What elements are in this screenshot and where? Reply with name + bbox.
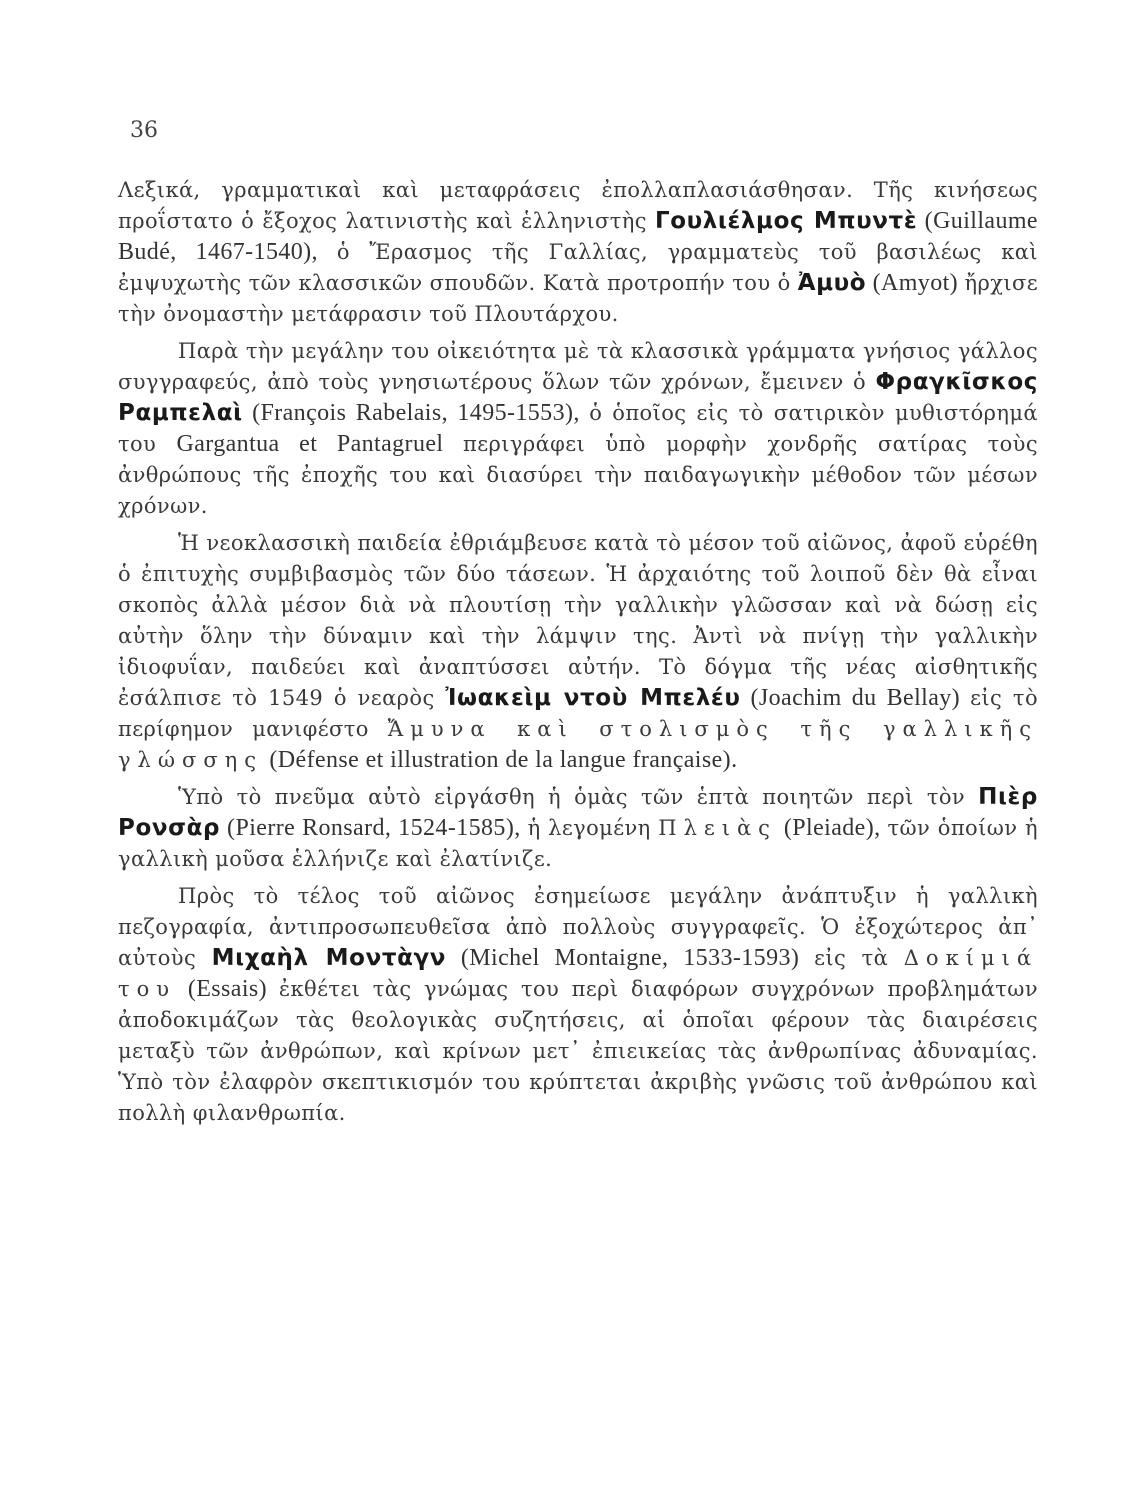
paragraph-text: εἰς τὸ περίφημον μανιφέστο — [118, 686, 1038, 741]
paragraph-text: Ἡ νεοκλασσικὴ παιδεία ἐθριάμβευσε κατὰ τὸ μέσον τοῦ αἰῶνος, ἀφοῦ εὑρέθη ὁ ἐπιτυχὴς συμβιβασμὸς τῶν δύο τάσεων. Ἡ ἀρχαιότης τοῦ λοιποῦ δὲν θὰ εἶναι σκοπὸς ἀλλὰ μέσον διὰ νὰ πλουτίσῃ τὴν γαλλικὴν γλῶσσαν καὶ νὰ δώσῃ εἰς αὐτὴν ὅλην τὴν δύναμιν καὶ τὴν λάμψιν της. Ἀντὶ νὰ πνίγῃ τὴν γαλλικὴν ἰδιοφυΐαν, παιδεύει καὶ ἀναπτύσσει αὐτήν. Τὸ δόγμα τῆς νέας αἰσθητικῆς ἐσάλπισε τὸ 1549 ὁ νεαρὸς — [118, 531, 1038, 710]
paragraph — [118, 175, 1038, 330]
latin-text: (Pierre Ronsard, 1524-1585), — [220, 815, 528, 841]
paragraph-text: Πρὸς τὸ τέλος τοῦ αἰῶνος ἐσημείωσε μεγάλην ἀνάπτυξιν ἡ γαλλικὴ πεζογραφία, ἀντιπροσωπευθεῖσα ἀπὸ πολλοὺς συγγραφεῖς. Ὁ ἐξοχώτερος ἀπ᾿ αὐτοὺς — [118, 884, 1038, 970]
paragraph-text: ἤρχισε τὴν ὀνομαστὴν μετάφρασιν τοῦ Πλουτάρχου. — [118, 271, 1038, 326]
paragraph — [118, 336, 1038, 522]
paragraph-text: Ὑπὸ τὸ πνεῦμα αὐτὸ εἰργάσθη ἡ ὁμὰς τῶν ἑπτὰ ποιητῶν περὶ τὸν — [178, 785, 979, 809]
paragraph-text: τῶν ὁποίων ἡ γαλλικὴ μοῦσα ἑλλήνιζε καὶ ἐλατίνιζε. — [118, 816, 1038, 871]
author-name: Ἰωακεὶμ ντοὺ Μπελέυ — [445, 685, 741, 711]
latin-text: (Joachim du Bellay) — [740, 685, 971, 711]
spaced-title: Δοκίμιά του — [118, 946, 1038, 1001]
paragraph-text: ἡ λεγομένη — [527, 816, 659, 840]
body-text — [118, 175, 1038, 1129]
latin-text: (Michel Montaigne, 1533-1593) — [446, 945, 815, 971]
paragraph-text: Παρὰ τὴν μεγάλην του οἰκειότητα μὲ τὰ κλασσικὰ γράμματα γνήσιος γάλλος συγγραφεύς, ἀπὸ τοὺς γνησιωτέρους ὅλων τῶν χρόνων, ἔμεινεν ὁ — [118, 339, 1038, 394]
paragraph-text: εἰς τὰ — [814, 946, 904, 970]
paragraph-text: ἐκθέτει τὰς γνώμας του περὶ διαφόρων συγχρόνων προβλημάτων ἀποδοκιμάζων τὰς θεολογικὰς συζητήσεις, αἱ ὁποῖαι φέρουν τὰς διαιρέσεις μεταξὺ τῶν ἀνθρώπων, καὶ κρίνων μετ᾿ ἐπιεικείας τὰς ἀνθρωπίνας ἀδυναμίας. Ὑπὸ τὸν ἐλαφρὸν σκεπτικισμόν του κρύπτεται ἀκριβὴς γνῶσις τοῦ ἀνθρώπου καὶ πολλὴ φιλανθρωπία. — [118, 977, 1038, 1125]
author-name: Ἀμυὸ — [797, 270, 867, 296]
author-name: Φραγκῖσκος Ραμπελαὶ — [118, 369, 1038, 426]
spaced-title: Ἄμυνα καὶ στολισμὸς τῆς γαλλικῆς γλώσσης — [118, 717, 1038, 772]
latin-text: (Guillaume Budé, 1467-1540), — [118, 208, 1038, 265]
author-name: Μιχαὴλ Μοντὰγν — [211, 945, 447, 971]
latin-text: (Pleiade), — [776, 815, 888, 841]
author-name: Γουλιέλμος Μπυντὲ — [654, 208, 918, 234]
latin-text: (Essais) — [176, 976, 279, 1002]
latin-text: (Défense et illustration de la langue française). — [263, 747, 738, 773]
paragraph-text: ὁ Ἔρασμος τῆς Γαλλίας, γραμματεὺς τοῦ βασιλέως καὶ ἐμψυχωτὴς τῶν κλασσικῶν σπουδῶν. Κατὰ προτροπήν του ὁ — [118, 240, 1038, 295]
paragraph — [118, 881, 1038, 1129]
page-number: 36 — [130, 118, 158, 143]
latin-text: (François Rabelais, 1495-1553), — [242, 400, 590, 426]
spaced-title: Πλειὰς — [658, 816, 777, 840]
paragraph — [118, 782, 1038, 875]
author-name: Πιὲρ Ρονσὰρ — [118, 784, 1038, 841]
latin-text: (Amyot) — [866, 270, 965, 296]
latin-text: Gargantua et Pantagruel — [176, 431, 464, 457]
paragraph-text: Λεξικά, γραμματικαὶ καὶ μεταφράσεις ἐπολλαπλασιάσθησαν. Τῆς κινήσεως προΐστατο ὁ ἔξοχος λατινιστὴς καὶ ἑλληνιστὴς — [118, 178, 1038, 233]
paragraph-text: ὁ ὁποῖος εἰς τὸ σατιρικὸν μυθιστόρημά του — [118, 401, 1038, 456]
paragraph — [118, 528, 1038, 776]
paragraph-text: περιγράφει ὑπὸ μορφὴν χονδρῆς σατίρας τοὺς ἀνθρώπους τῆς ἐποχῆς του καὶ διασύρει τὴν παιδαγωγικὴν μέθοδον τῶν μέσων χρόνων. — [118, 432, 1038, 518]
